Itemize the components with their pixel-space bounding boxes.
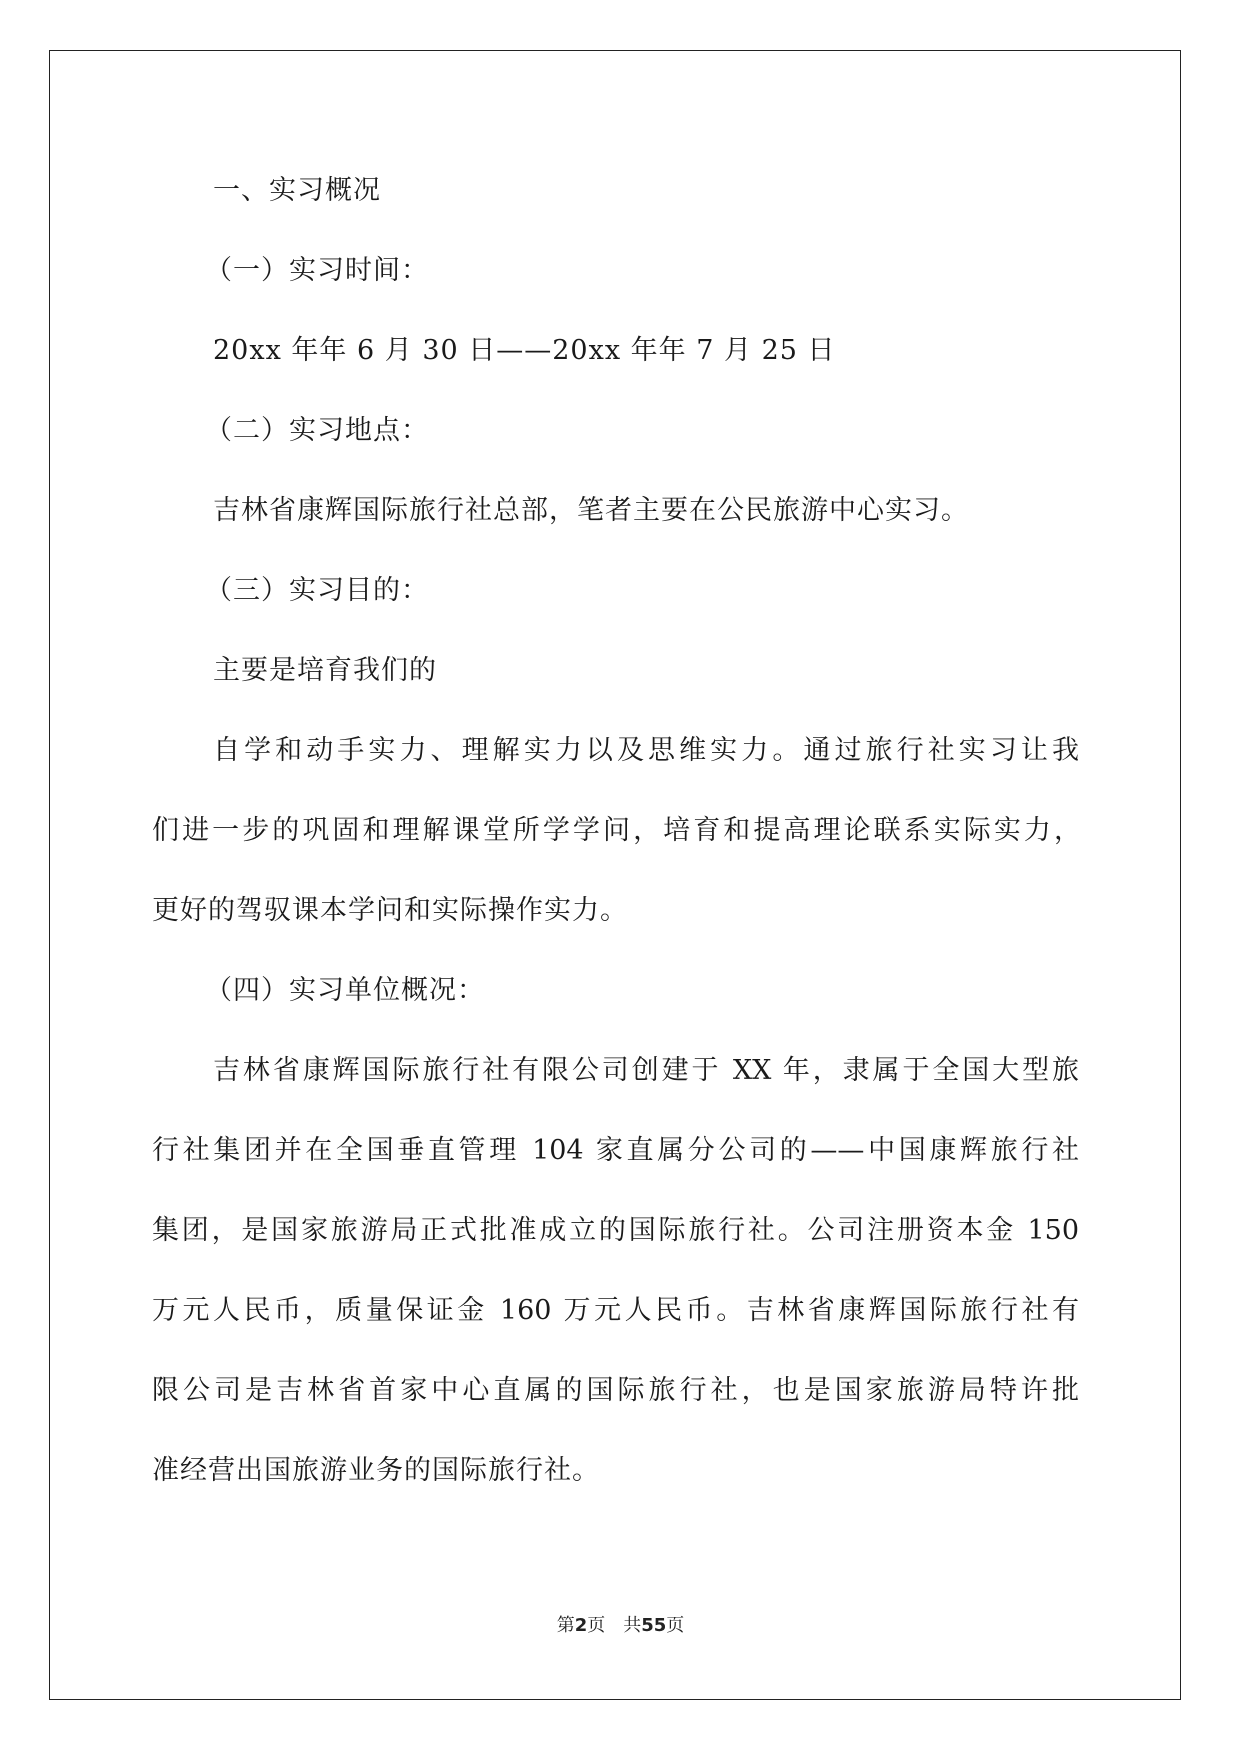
company-line: 集团，是国家旅游局正式批准成立的国际旅行社。公司注册资本金 150	[152, 1215, 1079, 1246]
place-label: （二）实习地点：	[205, 415, 429, 446]
company-line: 准经营出国旅游业务的国际旅行社。	[152, 1455, 600, 1486]
section-heading: 一、实习概况	[213, 175, 381, 206]
place-value: 吉林省康辉国际旅行社总部，笔者主要在公民旅游中心实习。	[213, 495, 969, 526]
company-line: 吉林省康辉国际旅行社有限公司创建于 XX 年，隶属于全国大型旅	[213, 1055, 1079, 1086]
purpose-line: 更好的驾驭课本学问和实际操作实力。	[152, 895, 628, 926]
time-value: 20xx 年年 6 月 30 日——20xx 年年 7 月 25 日	[213, 335, 836, 366]
footer-suffix: 页	[666, 1615, 685, 1636]
footer-prefix: 第	[556, 1615, 575, 1636]
company-label: （四）实习单位概况：	[205, 975, 485, 1006]
footer-middle: 页 共	[587, 1615, 642, 1636]
purpose-intro: 主要是培育我们的	[213, 655, 437, 686]
page-footer	[0, 1614, 1241, 1638]
company-line: 万元人民币，质量保证金 160 万元人民币。吉林省康辉国际旅行社有	[152, 1295, 1079, 1326]
company-line: 限公司是吉林省首家中心直属的国际旅行社，也是国家旅游局特许批	[152, 1375, 1079, 1406]
purpose-line: 们进一步的巩固和理解课堂所学学问，培育和提高理论联系实际实力，	[152, 815, 1081, 846]
purpose-label: （三）实习目的：	[205, 575, 429, 606]
total-page-count: 55	[641, 1615, 667, 1636]
company-line: 行社集团并在全国垂直管理 104 家直属分公司的——中国康辉旅行社	[152, 1135, 1079, 1166]
purpose-line: 自学和动手实力、理解实力以及思维实力。通过旅行社实习让我	[213, 735, 1079, 766]
time-label: （一）实习时间：	[205, 255, 429, 286]
current-page-number: 2	[574, 1615, 588, 1636]
